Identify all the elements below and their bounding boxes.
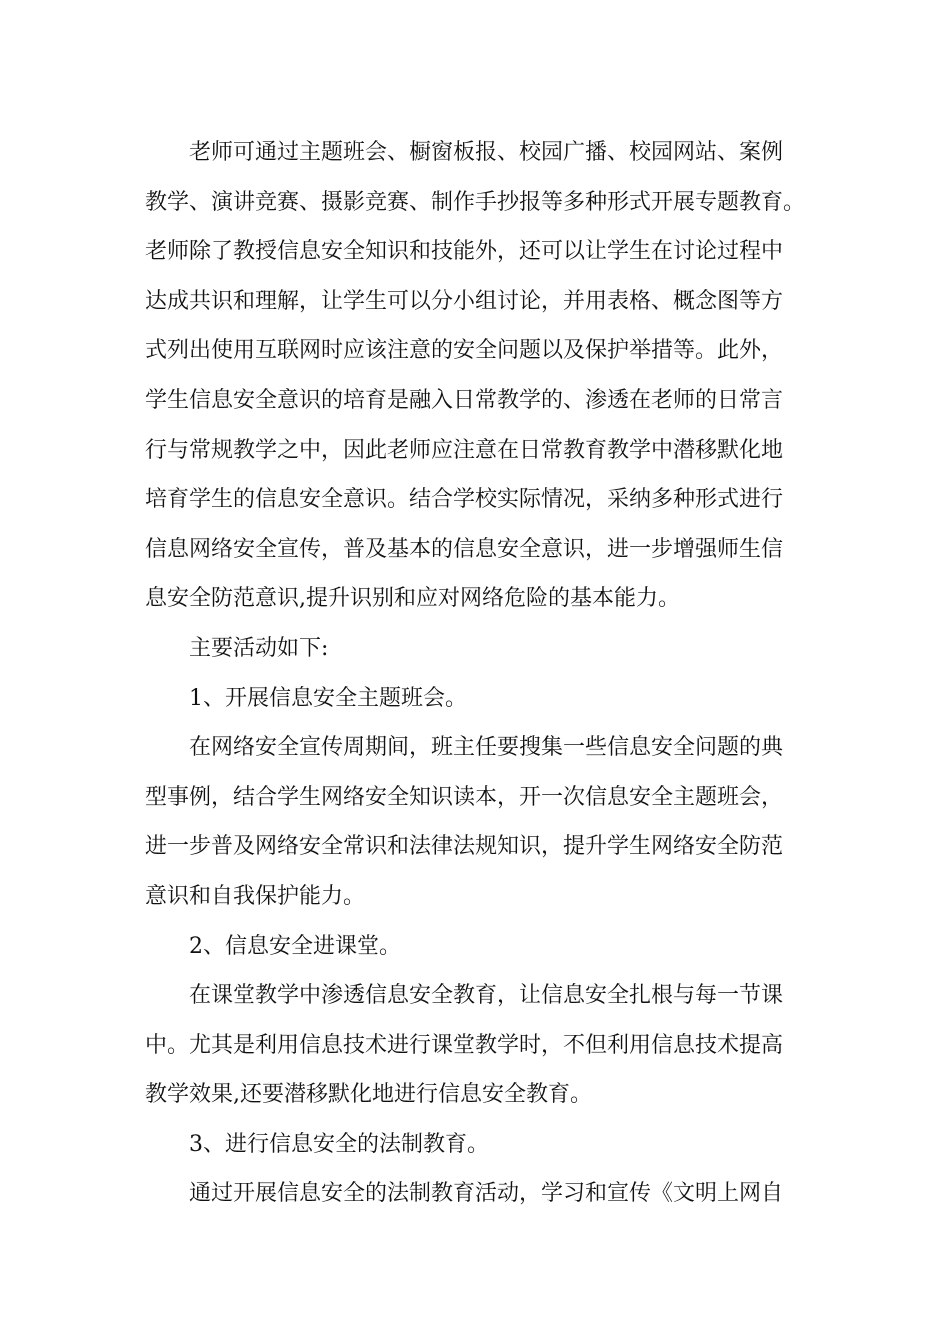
paragraph-line: 在课堂教学中渗透信息安全教育，让信息安全扎根与每一节课 (189, 983, 784, 1009)
paragraph-line: 型事例，结合学生网络安全知识读本，开一次信息安全主题班会， (145, 784, 784, 810)
document-body (145, 128, 810, 1219)
paragraph-line: 通过开展信息安全的法制教育活动，学习和宣传《文明上网自 (189, 1181, 784, 1207)
paragraph-line: 在网络安全宣传周期间，班主任要搜集一些信息安全问题的典 (189, 735, 784, 761)
paragraph-line: 中。尤其是利用信息技术进行课堂教学时，不但利用信息技术提高 (145, 1032, 784, 1058)
paragraph-line: 进一步普及网络安全常识和法律法规知识，提升学生网络安全防范 (145, 834, 784, 860)
paragraph-line: 式列出使用互联网时应该注意的安全问题以及保护举措等。此外， (145, 338, 784, 364)
paragraph-line: 学生信息安全意识的培育是融入日常教学的、渗透在老师的日常言 (145, 387, 784, 413)
paragraph-line: 达成共识和理解，让学生可以分小组讨论，并用表格、概念图等方 (145, 288, 784, 314)
paragraph-line: 行与常规教学之中，因此老师应注意在日常教育教学中潜移默化地 (145, 437, 784, 463)
section-heading-2: 2、信息安全进课堂。 (189, 933, 401, 959)
paragraph-line: 意识和自我保护能力。 (145, 883, 366, 909)
paragraph-line: 老师除了教授信息安全知识和技能外，还可以让学生在讨论过程中 (145, 239, 784, 265)
paragraph-line: 培育学生的信息安全意识。结合学校实际情况，采纳多种形式进行 (145, 487, 784, 513)
paragraph-line: 信息网络安全宣传，普及基本的信息安全意识，进一步增强师生信 (145, 536, 784, 562)
paragraph-line: 息安全防范意识,提升识别和应对网络危险的基本能力。 (145, 586, 680, 612)
section-heading-3: 3、进行信息安全的法制教育。 (189, 1131, 489, 1157)
paragraph-line: 老师可通过主题班会、橱窗板报、校园广播、校园网站、案例 (189, 140, 784, 165)
paragraph-line: 教学、演讲竞赛、摄影竞赛、制作手抄报等多种形式开展专题教育。 (145, 189, 806, 215)
paragraph-line: 教学效果,还要潜移默化地进行信息安全教育。 (145, 1082, 592, 1108)
section-intro: 主要活动如下: (189, 635, 329, 661)
section-heading-1: 1、开展信息安全主题班会。 (189, 685, 467, 711)
